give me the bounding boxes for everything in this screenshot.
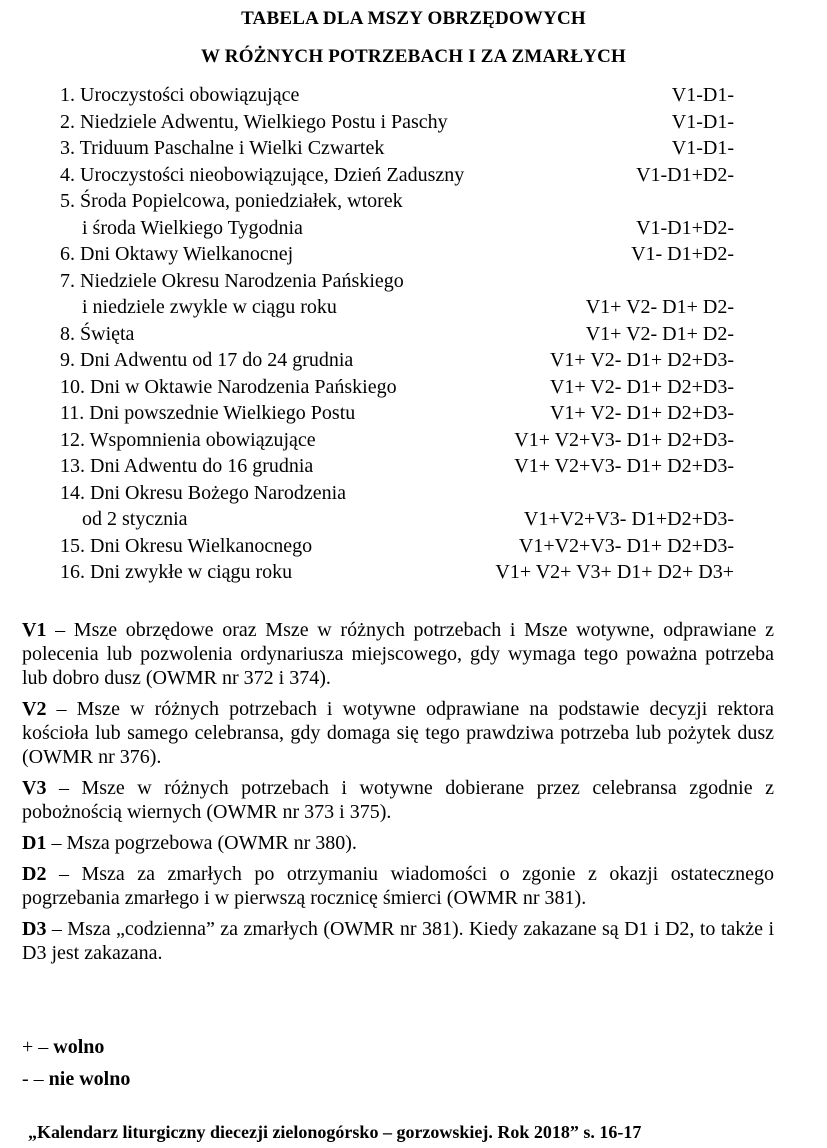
- row-code: V1+V2+V3- D1+D2+D3-: [523, 508, 734, 530]
- row-label: 4. Uroczystości nieobowiązujące, Dzień Zaduszny: [60, 163, 465, 186]
- row-label: 9. Dni Adwentu od 17 do 24 grudnia: [60, 349, 354, 371]
- legend-item: [22, 917, 774, 965]
- legend-key: D3: [22, 918, 47, 940]
- legend: [22, 618, 774, 972]
- legend-text: – Msze obrzędowe oraz Msze w różnych potrzebach i Msze wotywne, odprawiane z polecenia lub pozwolenia ordynariusza miejscowego, gdy wymaga tego poważna potrzeba lub dobro dusz (OWMR nr 372 i 374).: [22, 619, 774, 689]
- row-label: 8. Święta: [60, 322, 135, 345]
- row-label: 5. Środa Popielcowa, poniedziałek, wtorek: [60, 190, 403, 212]
- plus-sign: + –: [22, 1036, 54, 1058]
- row-label: 3. Triduum Paschalne i Wielki Czwartek: [60, 137, 385, 159]
- legend-item: [22, 862, 774, 910]
- legend-item: [22, 776, 774, 824]
- plus-legend: [22, 1036, 104, 1059]
- row-code: V1-D1+D2-: [636, 163, 734, 186]
- row-label: od 2 stycznia: [82, 508, 188, 530]
- row-code: V1+ V2- D1+ D2+D3-: [549, 402, 734, 424]
- row-code: V1- D1+D2-: [631, 243, 734, 265]
- table-row: [60, 347, 736, 374]
- row-code: V1-D1-: [671, 137, 734, 159]
- table-row: [60, 215, 736, 242]
- source-citation: „Kalendarz liturgiczny diecezji zielonogórsko – gorzowskiej. Rok 2018” s. 16-17: [28, 1122, 642, 1142]
- row-label: 15. Dni Okresu Wielkanocnego: [60, 534, 313, 557]
- table-row: [60, 82, 736, 109]
- minus-sign: - –: [22, 1068, 49, 1090]
- table-row: [60, 294, 736, 321]
- row-code: V1-D1+D2-: [636, 216, 734, 239]
- legend-text: – Msza „codzienna” za zmarłych (OWMR nr 381). Kiedy zakazane są D1 i D2, to także i D3 jest zakazana.: [22, 918, 774, 964]
- table-row: [60, 453, 736, 480]
- legend-text: – Msze w różnych potrzebach i wotywne odprawiane na podstawie decyzji rektora kościoła lub samego celebransa, gdy domaga się tego prawdziwa potrzeba lub pożytek dusz (OWMR nr 376).: [22, 698, 774, 768]
- table-row: [60, 533, 736, 560]
- table-row: [60, 268, 736, 295]
- table-row: [60, 241, 736, 268]
- table-row: [60, 427, 736, 454]
- row-code: V1-D1-: [671, 110, 734, 133]
- table-row: [60, 480, 736, 507]
- row-code: V1+ V2+ V3+ D1+ D2+ D3+: [495, 561, 734, 583]
- table-row: [60, 321, 736, 348]
- legend-key: D1: [22, 832, 47, 854]
- minus-meaning: nie wolno: [48, 1068, 131, 1090]
- row-code: V1-D1-: [671, 84, 734, 106]
- legend-key: V2: [22, 698, 47, 720]
- legend-item: [22, 618, 774, 690]
- plus-meaning: wolno: [53, 1036, 105, 1058]
- table-row: [60, 374, 736, 401]
- row-label: 11. Dni powszednie Wielkiego Postu: [60, 402, 356, 424]
- legend-text: – Msze w różnych potrzebach i wotywne dobierane przez celebransa zgodnie z pobożnością wiernych (OWMR nr 373 i 375).: [22, 777, 774, 823]
- row-label: 6. Dni Oktawy Wielkanocnej: [60, 243, 294, 265]
- row-label: 12. Wspomnienia obowiązujące: [60, 428, 316, 451]
- row-label: 1. Uroczystości obowiązujące: [60, 84, 300, 106]
- legend-item: [22, 697, 774, 769]
- legend-key: D2: [22, 863, 47, 885]
- table-row: [60, 400, 736, 427]
- minus-legend: [22, 1068, 130, 1091]
- row-code: V1+ V2- D1+ D2-: [585, 322, 734, 345]
- row-label: 14. Dni Okresu Bożego Narodzenia: [60, 481, 347, 504]
- row-label: 13. Dni Adwentu do 16 grudnia: [60, 455, 314, 477]
- legend-key: V3: [22, 777, 47, 799]
- table-row: [60, 188, 736, 215]
- row-code: V1+ V2- D1+ D2-: [585, 296, 734, 318]
- row-code: V1+ V2+V3- D1+ D2+D3-: [514, 428, 734, 451]
- legend-text: – Msza za zmarłych po otrzymaniu wiadomości o zgonie z okazji ostatecznego pogrzebania zmarłego i w pierwszą rocznicę śmierci (OWMR nr 381).: [22, 863, 774, 909]
- legend-text: – Msza pogrzebowa (OWMR nr 380).: [46, 832, 357, 854]
- row-code: V1+V2+V3- D1+ D2+D3-: [518, 534, 734, 557]
- legend-item: [22, 831, 774, 855]
- row-code: V1+ V2- D1+ D2+D3-: [549, 375, 734, 398]
- row-label: 16. Dni zwykłe w ciągu roku: [60, 561, 293, 583]
- row-label: 2. Niedziele Adwentu, Wielkiego Postu i Paschy: [60, 110, 448, 133]
- table-row: [60, 109, 736, 136]
- legend-key: V1: [22, 619, 47, 641]
- mass-table: [60, 82, 736, 586]
- row-code: V1+ V2+V3- D1+ D2+D3-: [514, 455, 734, 477]
- table-row: [60, 162, 736, 189]
- table-row: [60, 506, 736, 533]
- row-code: V1+ V2- D1+ D2+D3-: [549, 349, 734, 371]
- row-label: 7. Niedziele Okresu Narodzenia Pańskiego: [60, 269, 404, 292]
- page-title: TABELA DLA MSZY OBRZĘDOWYCH: [241, 8, 586, 29]
- row-label: 10. Dni w Oktawie Narodzenia Pańskiego: [60, 375, 397, 398]
- table-row: [60, 559, 736, 586]
- table-row: [60, 135, 736, 162]
- page-subtitle: W RÓŻNYCH POTRZEBACH I ZA ZMARŁYCH: [200, 46, 627, 67]
- row-label: i niedziele zwykle w ciągu roku: [82, 296, 337, 318]
- row-label: i środa Wielkiego Tygodnia: [82, 216, 303, 239]
